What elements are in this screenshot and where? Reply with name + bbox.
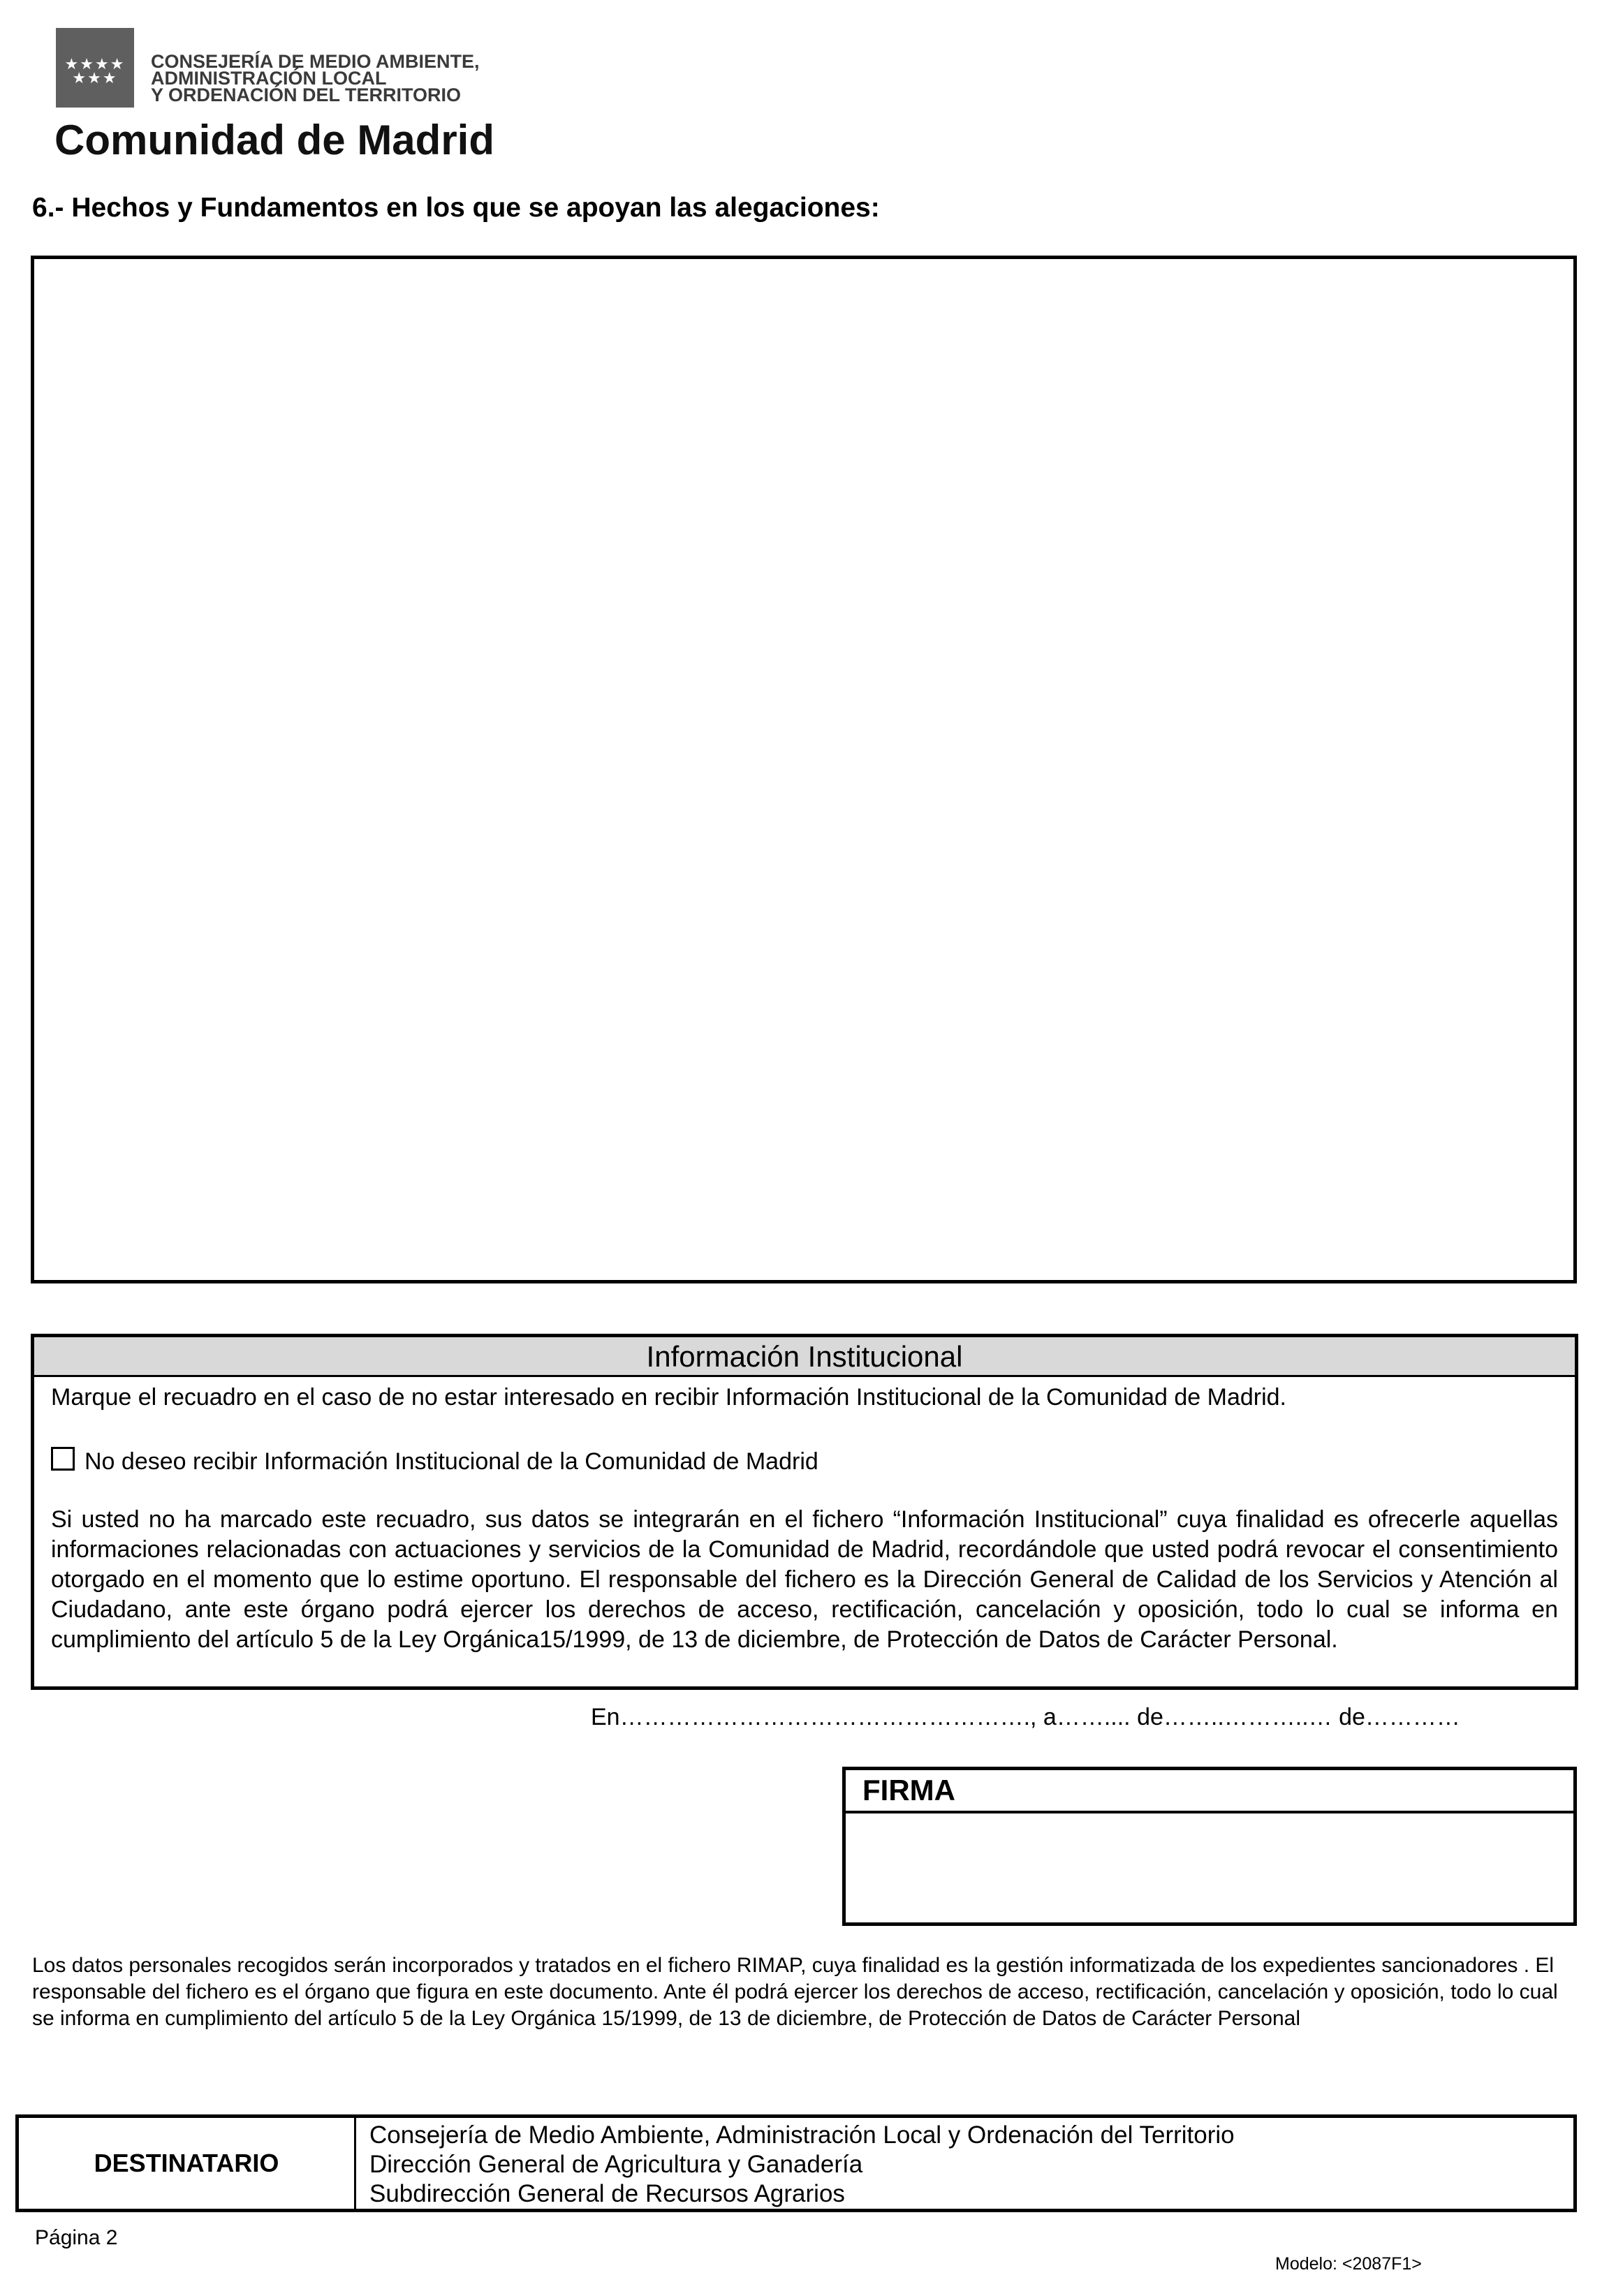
informacion-institucional-box — [31, 1334, 1578, 1690]
destinatario-address — [369, 2121, 1235, 2209]
model-code: Modelo: <2087F1> — [1275, 2254, 1422, 2274]
destinatario-table — [15, 2114, 1577, 2212]
informacion-institucional-paragraph: Si usted no ha marcado este recuadro, sus datos se integrarán en el fichero “Información Institucional” cuya finalidad es ofrecerle aquellas informaciones relacionadas con actuaciones y servicios de la Comunidad de Madrid, recordándole que usted podrá revocar el consentimiento otorgado en el momento que lo estime oportuno. El responsable del fichero es la Dirección General de Calidad de los Servicios y Atención al Ciudadano, ante este órgano podrá ejercer los derechos de acceso, rectificación, cancelación y oposición, todo lo cual se informa en cumplimiento del artículo 5 de la Ley Orgánica15/1999, de 13 de diciembre, de Protección de Datos de Carácter Personal. — [51, 1506, 1558, 1653]
data-protection-notice: Los datos personales recogidos serán incorporados y tratados en el fichero RIMAP, cuya finalidad es la gestión informatizada de los expedientes sancionadores . El responsable del fichero es el órgano que figura en este documento. Ante él podrá ejercer los derechos de acceso, rectificación, cancelación y oposición, todo lo cual se informa en cumplimiento del artículo 5 de la Ley Orgánica 15/1999, de 13 de diciembre, de Protección de Datos de Carácter Personal — [32, 1954, 1558, 2030]
destinatario-line: Consejería de Medio Ambiente, Administración Local y Ordenación del Territorio — [369, 2121, 1235, 2149]
informacion-institucional-title: Información Institucional — [34, 1337, 1575, 1377]
department-name — [151, 53, 480, 103]
department-line: CONSEJERÍA DE MEDIO AMBIENTE, — [151, 51, 480, 72]
signature-box[interactable] — [842, 1767, 1577, 1926]
opt-out-checkbox[interactable] — [51, 1447, 75, 1471]
logo-stars-top-row: ★★★★ — [64, 56, 126, 73]
destinatario-line: Subdirección General de Recursos Agrarios — [369, 2180, 845, 2207]
destinatario-line: Dirección General de Agricultura y Ganadería — [369, 2151, 863, 2178]
department-line: ADMINISTRACIÓN LOCAL — [151, 68, 387, 89]
destinatario-label: DESTINATARIO — [19, 2118, 356, 2209]
informacion-institucional-intro: Marque el recuadro en el caso de no estar interesado en recibir Información Institucional de la Comunidad de Madrid. — [51, 1384, 1286, 1411]
hechos-fundamentos-field[interactable] — [31, 256, 1577, 1283]
department-line: Y ORDENACIÓN DEL TERRITORIO — [151, 84, 462, 105]
page-number: Página 2 — [35, 2226, 118, 2249]
place-date-line[interactable]: En……………………………………………., a…….... de……..………..… de………… — [591, 1704, 1460, 1730]
opt-out-row — [51, 1442, 818, 1481]
signature-label: FIRMA — [846, 1770, 1573, 1813]
section-6-title: 6.- Hechos y Fundamentos en los que se apoyan las alegaciones: — [32, 193, 880, 223]
logo-stars-bottom-row: ★★★ — [72, 70, 118, 87]
madrid-logo — [56, 28, 134, 108]
organization-name: Comunidad de Madrid — [54, 117, 494, 163]
opt-out-label: No deseo recibir Información Institucional de la Comunidad de Madrid — [85, 1448, 818, 1475]
